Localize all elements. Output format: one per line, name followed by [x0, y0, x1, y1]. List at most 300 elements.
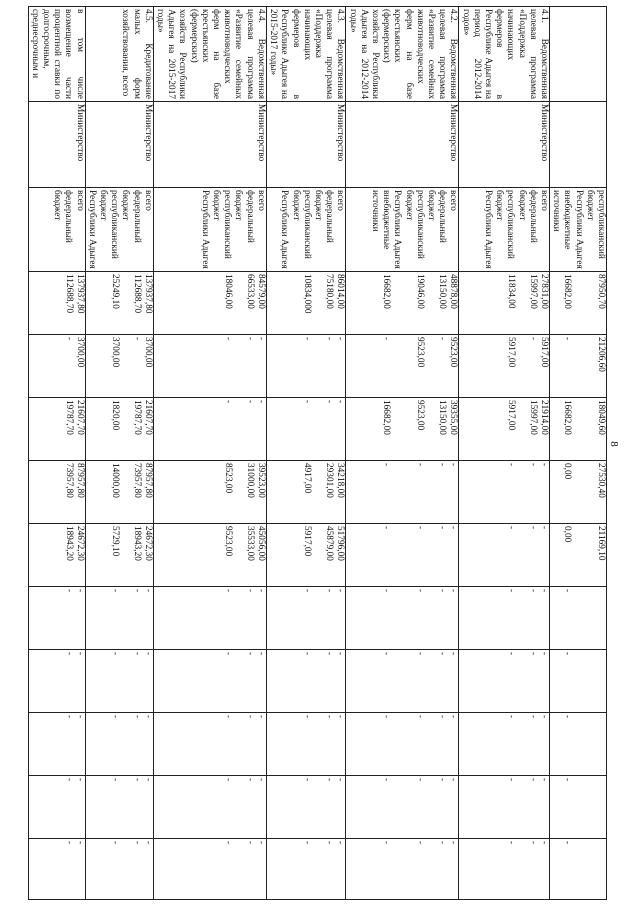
value-line: 73957,80 [63, 463, 74, 498]
value-line: - [142, 841, 153, 845]
value-line: 18046,00 [222, 274, 233, 309]
value-line: 34218,00 [335, 463, 346, 498]
value-cell [459, 776, 550, 839]
value-line: - [527, 463, 538, 467]
value-line: 5917,00 [505, 337, 516, 368]
executor-cell: Министерство [346, 102, 459, 188]
value-line: - [255, 778, 266, 782]
value-line: - [74, 841, 85, 845]
value-line: - [381, 589, 392, 593]
table-row [346, 7, 459, 900]
funding-source-line: республиканский бюджет Республики Адыгея [199, 190, 233, 269]
value-line: - [63, 337, 74, 341]
program-name-cell: 4.4. Ведомственная целевая программа «Развитие семейных животноводческих ферм на базе крестьянских (фермерских) хозяйств Республики Адыгея на 2015-2017 годы» [153, 7, 266, 102]
value-line: - [255, 841, 266, 845]
value-cell [459, 398, 550, 461]
value-line: - [302, 400, 313, 404]
funding-source-line: федеральный бюджет [120, 190, 142, 243]
value-line: 5917,00 [302, 526, 313, 557]
value-line: - [74, 778, 85, 782]
value-line: - [222, 400, 233, 404]
value-line: - [222, 337, 233, 341]
value-cell [153, 398, 266, 461]
program-name-cell: в том числе возмещение части процентной ставки по долгосрочным, среднесрочным и [28, 7, 85, 102]
value-line: 14000,00 [109, 463, 120, 498]
value-line: 13150,00 [437, 274, 448, 309]
value-line: - [527, 715, 538, 719]
value-cell [28, 461, 85, 524]
value-cell [153, 335, 266, 398]
value-line: 5917,00 [505, 400, 516, 431]
value-line: - [142, 778, 153, 782]
value-line: 0,00 [562, 463, 572, 480]
value-cell [346, 398, 459, 461]
value-line: 25249,10 [109, 274, 120, 309]
value-line: 21607,70 [142, 400, 153, 435]
funding-source-cell [346, 188, 459, 272]
value-line: - [437, 841, 448, 845]
value-line: 87950,70 [596, 274, 606, 309]
value-line: - [324, 841, 335, 845]
value-cell [346, 272, 459, 335]
value-line: - [437, 715, 448, 719]
value-cell [266, 776, 345, 839]
funding-source-line: всего [142, 190, 153, 211]
value-cell [28, 398, 85, 461]
program-name-cell: 4.3. Ведомственная целевая программа «Поддержка начинающих фермеров в Республике Адыгея на 2015-2017 годы» [266, 7, 345, 102]
value-line [572, 841, 606, 897]
value-line: - [109, 715, 120, 719]
value-line: - [63, 715, 74, 719]
value-line: - [255, 337, 266, 341]
funding-source-line: всего [255, 190, 266, 211]
value-line: - [335, 778, 346, 782]
funding-source-line: федеральный бюджет [312, 190, 335, 243]
value-line: 86014,00 [335, 274, 346, 309]
value-cell [153, 272, 266, 335]
value-cell [346, 461, 459, 524]
funding-source-line: всего [74, 190, 85, 211]
value-line: - [335, 715, 346, 719]
page-number: 8 [608, 441, 620, 447]
value-line: 29301,00 [324, 463, 335, 498]
value-line: - [222, 778, 233, 782]
value-line: - [131, 715, 142, 719]
value-line: - [538, 463, 549, 467]
funding-source-line: республиканский бюджет Республики Адыгея [86, 190, 120, 269]
value-line: 24672,30 [142, 526, 153, 561]
value-cell [153, 650, 266, 713]
value-line: - [415, 589, 426, 593]
value-line: - [131, 652, 142, 656]
value-line: - [562, 589, 572, 593]
value-line: 3700,00 [142, 337, 153, 368]
executor-cell: Министерство [28, 102, 85, 188]
value-line: - [222, 715, 233, 719]
value-line: - [381, 652, 392, 656]
value-line: - [142, 652, 153, 656]
value-line: - [109, 841, 120, 845]
value-cell [85, 524, 153, 587]
value-line: - [505, 463, 516, 467]
program-name-cell: 4.1. Ведомственная целевая программа «Поддержка начинающих фермеров в Республике Адыгея на период 2012-2014 годов» [459, 7, 550, 102]
value-line: - [538, 715, 549, 719]
value-line: - [74, 652, 85, 656]
value-line: - [255, 652, 266, 656]
value-cell [85, 776, 153, 839]
value-line: - [255, 589, 266, 593]
value-line: 39523,00 [255, 463, 266, 498]
value-cell [28, 650, 85, 713]
value-line: - [505, 652, 516, 656]
value-line: - [302, 778, 313, 782]
value-cell [549, 713, 606, 776]
value-line: - [63, 589, 74, 593]
value-line: - [505, 841, 516, 845]
value-cell [153, 839, 266, 900]
value-line: - [562, 778, 572, 782]
value-line: - [448, 589, 459, 593]
value-line: 137937,80 [142, 274, 153, 314]
value-cell [549, 461, 606, 524]
funding-source-line: республиканский бюджет Республики Адыгея [279, 190, 312, 269]
value-line: - [109, 652, 120, 656]
value-cell [28, 839, 85, 900]
value-cell [85, 713, 153, 776]
value-line: 45879,00 [324, 526, 335, 561]
value-cell [459, 461, 550, 524]
value-line: - [131, 778, 142, 782]
value-line: - [437, 652, 448, 656]
value-line: 51796,00 [335, 526, 346, 561]
value-line: 31000,00 [244, 463, 255, 498]
program-name-cell: 4.5. Кредитование малых форм хозяйствования, всего [85, 7, 153, 102]
value-line: - [505, 715, 516, 719]
value-line: 19787,70 [63, 400, 74, 435]
value-cell [459, 839, 550, 900]
value-cell [85, 650, 153, 713]
value-line: 5917,00 [538, 337, 549, 368]
value-line: - [381, 778, 392, 782]
value-line: 45056,00 [255, 526, 266, 561]
value-line: - [448, 526, 459, 530]
value-line: - [324, 652, 335, 656]
value-line: - [437, 337, 448, 341]
table-row [266, 7, 345, 900]
value-cell [85, 461, 153, 524]
value-cell [153, 524, 266, 587]
value-line: 48878,00 [448, 274, 459, 309]
program-name-cell: 4.2. Ведомственная целевая программа «Развитие семейных животноводческих ферм на базе крестьянских (фермерских) хозяйств Республики Адыгея на 2012-2014 годы» [346, 7, 459, 102]
value-cell [346, 524, 459, 587]
value-line: - [335, 841, 346, 845]
value-cell [266, 524, 345, 587]
value-line: - [222, 589, 233, 593]
funding-source-cell [549, 188, 606, 272]
value-cell [28, 272, 85, 335]
value-line: 16682,00 [381, 400, 392, 435]
value-cell [266, 587, 345, 650]
value-cell [346, 776, 459, 839]
value-line: - [131, 589, 142, 593]
value-line: - [335, 652, 346, 656]
value-line: - [448, 652, 459, 656]
funding-source-line: федеральный бюджет [233, 190, 255, 243]
funding-source-line: всего [448, 190, 459, 211]
value-line: - [131, 337, 142, 341]
value-line: 0,00 [562, 526, 572, 543]
value-cell [85, 272, 153, 335]
value-cell [266, 335, 345, 398]
value-line: - [109, 589, 120, 593]
funding-source-line: внебюджетные источники [551, 190, 573, 250]
value-line: 112688,70 [63, 274, 74, 314]
value-line: - [244, 337, 255, 341]
value-cell [549, 587, 606, 650]
value-line: 39355,00 [448, 400, 459, 435]
value-line: - [437, 526, 448, 530]
value-line: - [335, 337, 346, 341]
value-cell [266, 398, 345, 461]
value-line: - [381, 463, 392, 467]
value-cell [346, 587, 459, 650]
value-line: 9523,00 [415, 400, 426, 431]
value-line: - [527, 778, 538, 782]
value-cell [459, 335, 550, 398]
value-line: - [562, 715, 572, 719]
value-line: 15997,00 [527, 274, 538, 309]
value-line: 35533,00 [244, 526, 255, 561]
value-line: - [302, 337, 313, 341]
executor-cell: Министерство [266, 102, 345, 188]
value-line: - [324, 715, 335, 719]
value-line: - [448, 841, 459, 845]
value-line: 24672,30 [74, 526, 85, 561]
value-line [572, 589, 606, 647]
funding-source-line: федеральный бюджет [52, 190, 74, 243]
funding-source-cell [85, 188, 153, 272]
value-cell [266, 650, 345, 713]
value-cell [346, 839, 459, 900]
value-cell [85, 839, 153, 900]
value-line: - [222, 652, 233, 656]
value-line: - [538, 589, 549, 593]
value-line: - [437, 463, 448, 467]
value-cell [153, 776, 266, 839]
value-cell [266, 839, 345, 900]
value-cell [459, 587, 550, 650]
value-line: 3700,00 [74, 337, 85, 368]
value-line: 87957,80 [74, 463, 85, 498]
value-line: 19046,00 [415, 274, 426, 309]
funding-source-cell [266, 188, 345, 272]
value-line: - [142, 715, 153, 719]
value-cell [346, 713, 459, 776]
value-line: - [505, 778, 516, 782]
value-line: - [74, 589, 85, 593]
table-wrapper [29, 6, 607, 899]
value-line: 18943,20 [63, 526, 74, 561]
value-line: 13150,00 [437, 400, 448, 435]
value-line: 15997,00 [527, 400, 538, 435]
value-line: 1820,00 [109, 400, 120, 431]
value-line: - [538, 526, 549, 530]
value-cell [28, 524, 85, 587]
value-line: - [63, 841, 74, 845]
value-line: - [538, 778, 549, 782]
value-line: - [448, 778, 459, 782]
value-cell [153, 713, 266, 776]
value-line: 8523,00 [222, 463, 233, 494]
value-line: - [562, 841, 572, 845]
funding-source-line: всего [335, 190, 346, 211]
value-line: - [562, 337, 572, 341]
value-line: - [527, 652, 538, 656]
funding-source-cell [28, 188, 85, 272]
value-cell [28, 713, 85, 776]
value-cell [549, 335, 606, 398]
value-line: 84579,00 [255, 274, 266, 309]
value-line: - [255, 400, 266, 404]
value-line: - [244, 715, 255, 719]
value-line: - [527, 841, 538, 845]
value-line: - [335, 589, 346, 593]
value-line: - [244, 652, 255, 656]
value-line: - [415, 526, 426, 530]
value-line: 18943,20 [131, 526, 142, 561]
value-line: 21914,00 [538, 400, 549, 435]
value-line: - [437, 778, 448, 782]
value-line: - [302, 589, 313, 593]
value-cell [346, 650, 459, 713]
value-cell [459, 713, 550, 776]
value-line: 16682,00 [562, 400, 572, 435]
value-line: - [415, 841, 426, 845]
value-line: 9523,00 [222, 526, 233, 557]
value-line: - [244, 841, 255, 845]
funding-source-line: внебюджетные источники [369, 190, 392, 250]
value-line: 9523,00 [415, 337, 426, 368]
value-line: 21206,60 [596, 337, 606, 372]
value-line: - [527, 589, 538, 593]
value-cell [549, 776, 606, 839]
value-line: 75180,00 [324, 274, 335, 309]
value-line: - [244, 778, 255, 782]
value-cell [85, 398, 153, 461]
value-cell [549, 839, 606, 900]
value-cell [549, 650, 606, 713]
value-cell [153, 587, 266, 650]
funding-source-line: федеральный бюджет [516, 190, 538, 243]
value-line: - [381, 715, 392, 719]
value-line: - [437, 589, 448, 593]
value-line: - [302, 715, 313, 719]
value-line: 137937,80 [74, 274, 85, 314]
value-cell [459, 272, 550, 335]
value-line: - [505, 526, 516, 530]
value-line: 27831,00 [538, 274, 549, 309]
value-cell [266, 713, 345, 776]
value-line: - [448, 463, 459, 467]
value-line: 16682,00 [562, 274, 572, 309]
value-line: 4917,00 [302, 463, 313, 494]
value-line: - [527, 526, 538, 530]
value-line: - [302, 652, 313, 656]
value-cell [153, 461, 266, 524]
funding-source-cell [153, 188, 266, 272]
value-line: - [505, 589, 516, 593]
value-line: - [538, 841, 549, 845]
value-cell [85, 587, 153, 650]
value-line: 87957,80 [142, 463, 153, 498]
executor-cell: Министерство [459, 102, 550, 188]
value-line: - [63, 652, 74, 656]
value-line: 66533,00 [244, 274, 255, 309]
value-cell [549, 524, 606, 587]
value-line: - [381, 526, 392, 530]
executor-cell: Министерство [153, 102, 266, 188]
value-line: - [562, 652, 572, 656]
value-line: - [222, 841, 233, 845]
value-line: - [538, 652, 549, 656]
value-cell [266, 272, 345, 335]
value-line: 18049,60 [596, 400, 606, 435]
value-line: - [415, 463, 426, 467]
value-line: 73957,80 [131, 463, 142, 498]
funding-source-line: республиканский бюджет Республики Адыгея [573, 190, 606, 269]
value-line: - [324, 400, 335, 404]
value-cell [459, 650, 550, 713]
value-cell [28, 587, 85, 650]
value-line: 3700,00 [109, 337, 120, 368]
funding-source-cell [459, 188, 550, 272]
value-line [572, 715, 606, 773]
value-cell [266, 461, 345, 524]
value-line: - [302, 841, 313, 845]
funding-source-line: республиканский бюджет Республики Адыгея [392, 190, 425, 269]
table-row [549, 7, 606, 900]
value-cell [28, 776, 85, 839]
value-line: 16682,00 [381, 274, 392, 309]
funding-source-line: республиканский бюджет Республики Адыгея [482, 190, 516, 269]
value-line: - [131, 841, 142, 845]
executor-cell [549, 102, 606, 188]
value-line: - [255, 715, 266, 719]
value-line: - [527, 337, 538, 341]
value-line: 5729,10 [109, 526, 120, 557]
value-line: 27530,40 [596, 463, 606, 498]
value-line: - [244, 400, 255, 404]
value-cell [346, 335, 459, 398]
value-cell [28, 335, 85, 398]
value-line: - [415, 715, 426, 719]
value-cell [85, 335, 153, 398]
value-line: - [335, 400, 346, 404]
value-line: - [324, 778, 335, 782]
value-line: - [63, 778, 74, 782]
value-line: - [74, 715, 85, 719]
value-line: - [244, 589, 255, 593]
table-row [85, 7, 153, 900]
program-name-cell [549, 7, 606, 102]
value-cell [549, 398, 606, 461]
value-line: - [381, 337, 392, 341]
value-line: - [415, 652, 426, 656]
value-line: - [324, 337, 335, 341]
budget-table [28, 6, 607, 900]
value-line: 19787,70 [131, 400, 142, 435]
table-row [459, 7, 550, 900]
